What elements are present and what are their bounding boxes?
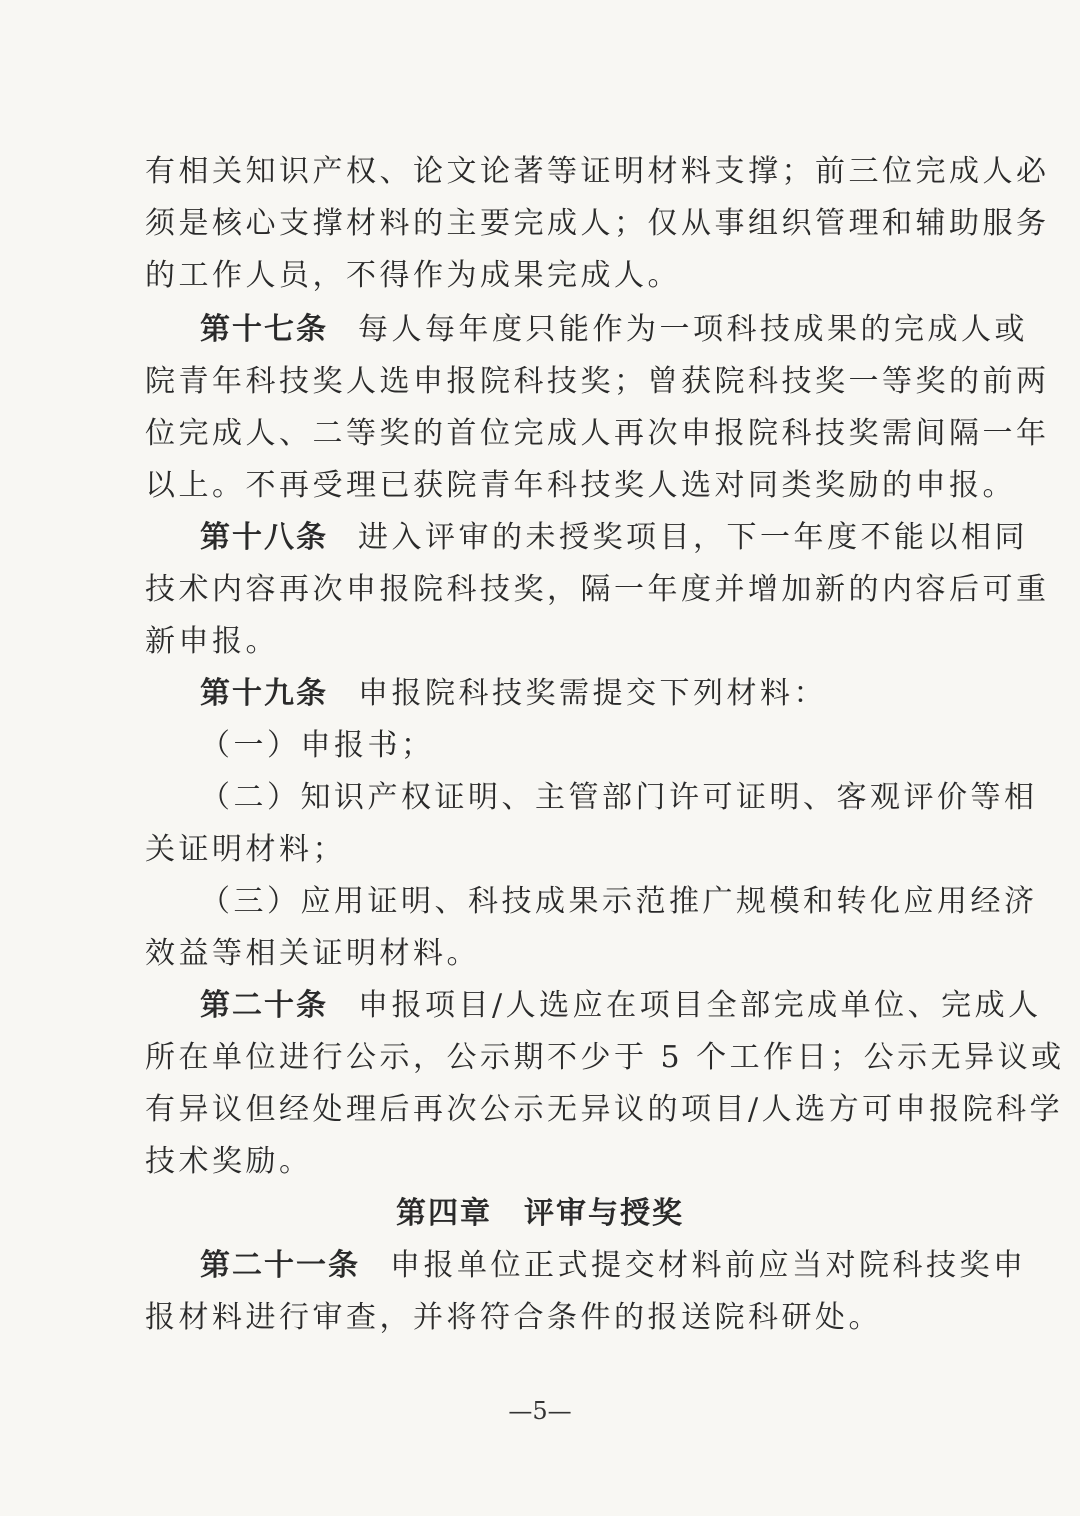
article-18-heading: 第十八条 [200,520,328,555]
list-item: （一）申报书； [200,728,435,763]
article-17-line-1 [200,310,1028,350]
text-line: 的工作人员，不得作为成果完成人。 [145,258,681,293]
article-text: 申报项目/人选应在项目全部完成单位、完成人 [358,988,1042,1023]
chapter-heading: 第四章 评审与授奖 [396,1196,684,1231]
page-number: —5— [508,1397,572,1425]
text-line: 新申报。 [145,624,279,659]
article-19-heading: 第十九条 [200,676,328,711]
text-line: 位完成人、二等奖的首位完成人再次申报院科技奖需间隔一年 [145,416,1050,451]
text-line: 技术内容再次申报院科技奖，隔一年度并增加新的内容后可重 [145,572,1050,607]
article-17-heading: 第十七条 [200,312,328,347]
text-line: 报材料进行审查，并将符合条件的报送院科研处。 [145,1300,882,1335]
list-item: （三）应用证明、科技成果示范推广规模和转化应用经济 [200,884,1038,919]
article-20-line-1 [200,986,1042,1026]
article-text: 申报院科技奖需提交下列材料： [358,676,827,711]
text-line: 所在单位进行公示，公示期不少于 5 个工作日；公示无异议或 [145,1040,1065,1075]
text-line: 有相关知识产权、论文论著等证明材料支撑；前三位完成人必 [145,154,1050,189]
article-text: 进入评审的未授奖项目，下一年度不能以相同 [358,520,1028,555]
text-line: 以上。不再受理已获院青年科技奖人选对同类奖励的申报。 [145,468,1016,503]
article-18-line-1 [200,518,1028,558]
list-item: （二）知识产权证明、主管部门许可证明、客观评价等相 [200,780,1038,815]
text-line: 效益等相关证明材料。 [145,936,480,971]
article-text: 申报单位正式提交材料前应当对院科技奖申 [390,1248,1027,1283]
text-line: 关证明材料； [145,832,346,867]
text-line: 技术奖励。 [145,1144,313,1179]
text-line: 须是核心支撑材料的主要完成人；仅从事组织管理和辅助服务 [145,206,1050,241]
text-line: 院青年科技奖人选申报院科技奖；曾获院科技奖一等奖的前两 [145,364,1050,399]
article-21-heading: 第二十一条 [200,1248,360,1283]
article-20-heading: 第二十条 [200,988,328,1023]
article-19-line-1 [200,674,935,714]
article-21-line-1 [200,1246,1027,1286]
article-text: 每人每年度只能作为一项科技成果的完成人或 [358,312,1028,347]
text-line: 有异议但经处理后再次公示无异议的项目/人选方可申报院科学 [145,1092,1064,1127]
